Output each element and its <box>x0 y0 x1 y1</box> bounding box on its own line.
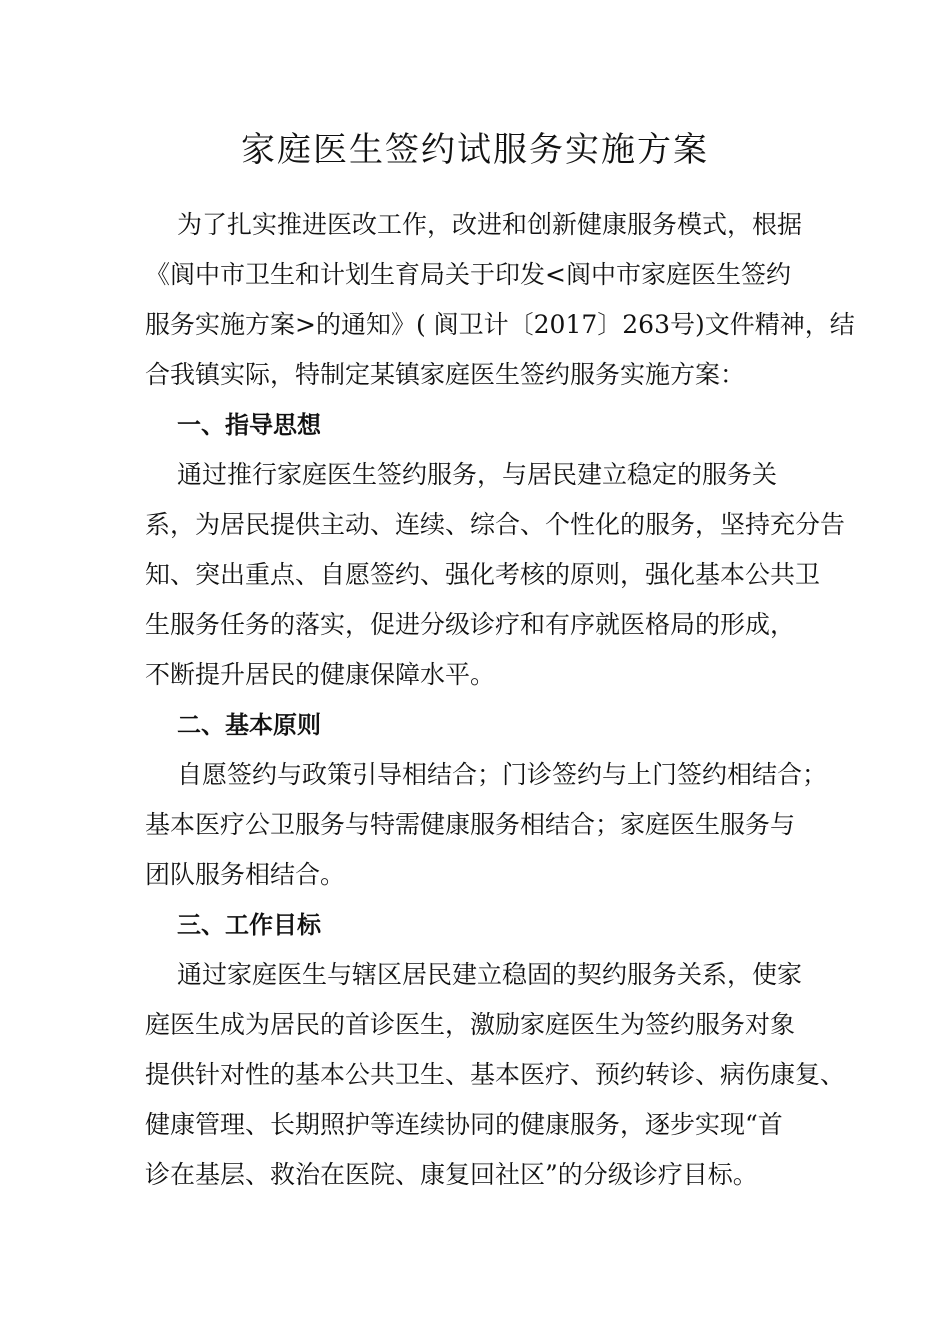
paragraph-line: 庭医生成为居民的首诊医生，激励家庭医生为签约服务对象 <box>145 1010 796 1039</box>
paragraph-line: 知、突出重点、自愿签约、强化考核的原则，强化基本公共卫 <box>145 560 821 589</box>
paragraph-line: 通过家庭医生与辖区居民建立稳固的契约服务关系，使家 <box>177 960 803 989</box>
intro-line: 合我镇实际，特制定某镇家庭医生签约服务实施方案： <box>145 360 746 389</box>
paragraph-line: 自愿签约与政策引导相结合；门诊签约与上门签约相结合； <box>177 760 828 789</box>
paragraph-line: 健康管理、长期照护等连续协同的健康服务，逐步实现“首 <box>145 1110 783 1139</box>
intro-line: 为了扎实推进医改工作，改进和创新健康服务模式，根据 <box>177 210 803 239</box>
document-title: 家庭医生签约试服务实施方案 <box>241 130 709 170</box>
intro-line: 服务实施方案>的通知》( 阆卫计〔2017〕263号)文件精神，结 <box>145 310 855 339</box>
paragraph-line: 基本医疗公卫服务与特需健康服务相结合；家庭医生服务与 <box>145 810 796 839</box>
intro-line: 《阆中市卫生和计划生育局关于印发<阆中市家庭医生签约 <box>145 260 791 289</box>
section-heading-guiding-ideology: 一、指导思想 <box>177 411 321 439</box>
paragraph-line: 通过推行家庭医生签约服务，与居民建立稳定的服务关 <box>177 460 778 489</box>
paragraph-line: 生服务任务的落实，促进分级诊疗和有序就医格局的形成， <box>145 610 796 639</box>
paragraph-line: 不断提升居民的健康保障水平。 <box>145 660 496 689</box>
paragraph-line: 提供针对性的基本公共卫生、基本医疗、预约转诊、病伤康复、 <box>145 1060 846 1089</box>
section-heading-basic-principles: 二、基本原则 <box>177 711 321 739</box>
section-heading-work-goals: 三、工作目标 <box>177 911 321 939</box>
paragraph-line: 诊在基层、救治在医院、康复回社区”的分级诊疗目标。 <box>145 1160 758 1189</box>
paragraph-line: 系，为居民提供主动、连续、综合、个性化的服务，坚持充分告 <box>145 510 846 539</box>
paragraph-line: 团队服务相结合。 <box>145 860 346 889</box>
